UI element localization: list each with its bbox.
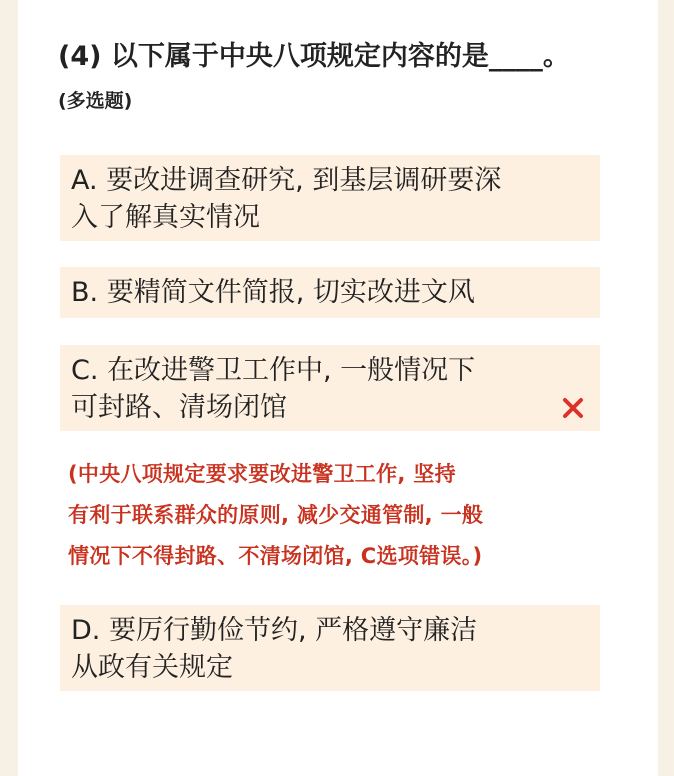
option-d[interactable] [60,605,600,691]
question-text: (4) 以下属于中央八项规定内容的是____。 [58,41,570,72]
option-c-text: C. 在改进警卫工作中, 一般情况下 可封路、清场闭馆 [71,355,476,423]
option-c[interactable] [60,345,600,431]
cross-icon [562,397,584,419]
explanation-text: (中央八项规定要求要改进警卫工作, 坚持 有利于联系群众的原则, 减少交通管制, 一般 情况下不得封路、不清场闭馆, C选项错误。) [68,462,484,568]
option-a[interactable] [60,155,600,241]
option-b-text: B. 要精简文件简报, 切实改进文风 [71,277,475,308]
option-d-text: D. 要厉行勤俭节约, 严格遵守廉洁 从政有关规定 [71,615,478,683]
option-b[interactable] [60,267,600,318]
question-type-label: (多选题) [58,90,133,112]
option-a-text: A. 要改进调查研究, 到基层调研要深 入了解真实情况 [71,165,502,233]
question-card [18,0,658,776]
